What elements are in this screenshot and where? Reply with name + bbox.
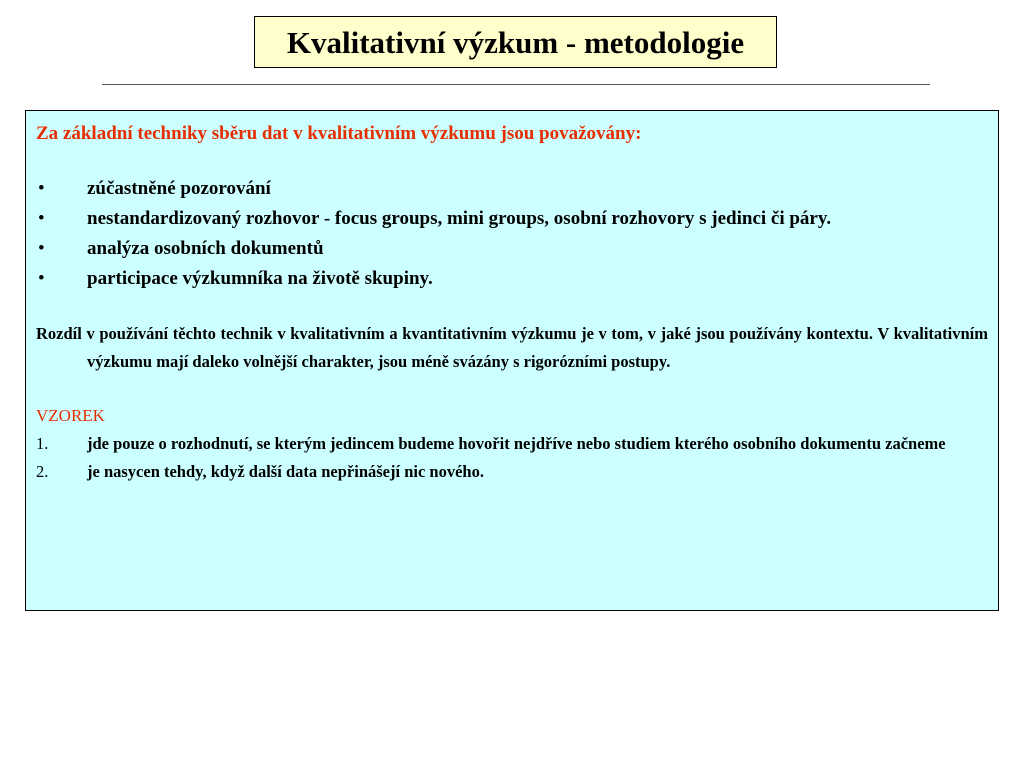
- difference-paragraph: Rozdíl v používání těchto technik v kvalitativním a kvantitativním výzkumu je v tom, v jaké jsou používány kontextu. V kvalitativním výzkumu mají daleko volnější charakter, jsou méně svázány s rigorózními postupy.: [36, 324, 988, 371]
- spacer: [36, 376, 988, 402]
- spacer: [36, 294, 988, 320]
- sample-heading: VZOREK: [36, 406, 105, 425]
- sample-text: jde pouze o rozhodnutí, se kterým jedincem budeme hovořit nejdříve nebo studiem kterého osobního dokumentu začneme: [87, 434, 946, 453]
- item-number: 2.: [36, 462, 49, 481]
- sample-text: je nasycen tehdy, když další data nepřinášejí nic nového.: [87, 462, 484, 481]
- list-item: [36, 458, 988, 486]
- bullet-icon: •: [38, 238, 45, 259]
- item-number: 1.: [36, 434, 49, 453]
- technique-text: analýza osobních dokumentů: [87, 238, 324, 259]
- list-item: [36, 430, 988, 458]
- title-box: [254, 16, 777, 68]
- list-item: [36, 264, 988, 294]
- sample-list: [36, 430, 988, 486]
- list-item: [36, 204, 988, 234]
- bullet-icon: •: [38, 208, 45, 229]
- technique-text: zúčastněné pozorování: [87, 178, 271, 199]
- list-item: [36, 174, 988, 204]
- bullet-icon: •: [38, 268, 45, 289]
- bullet-icon: •: [38, 178, 45, 199]
- intro-text: Za základní techniky sběru dat v kvalitativním výzkumu jsou považovány:: [36, 123, 642, 144]
- slide-title: Kvalitativní výzkum - metodologie: [286, 24, 745, 60]
- spacer: [36, 147, 988, 174]
- technique-text: participace výzkumníka na životě skupiny.: [87, 268, 433, 289]
- techniques-list: [36, 174, 988, 294]
- technique-text: nestandardizovaný rozhovor - focus groups, mini groups, osobní rozhovory s jedinci či páry.: [87, 208, 832, 229]
- title-divider: [102, 84, 930, 85]
- content-box: [25, 110, 999, 611]
- list-item: [36, 234, 988, 264]
